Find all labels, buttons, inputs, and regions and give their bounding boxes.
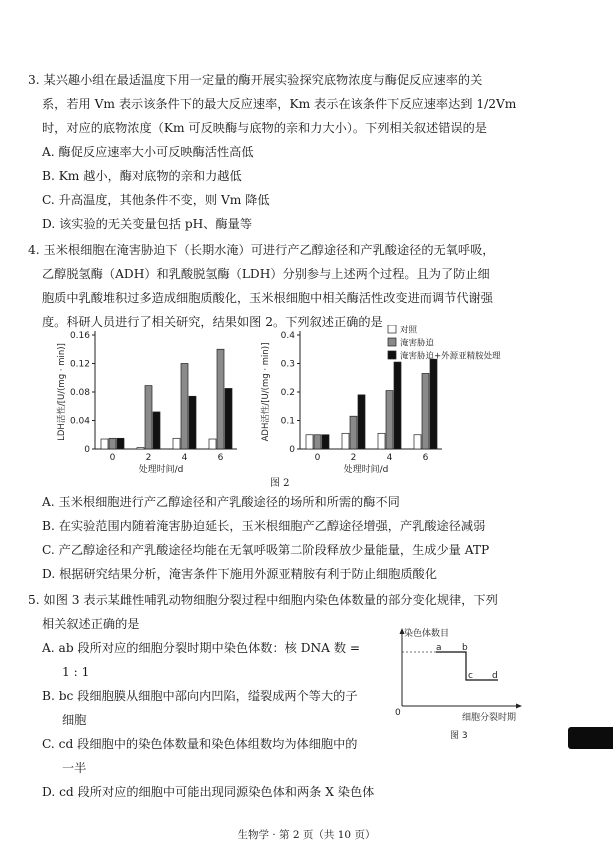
chart2-bar-2-series2: [350, 416, 357, 449]
legend-swatch-3: [388, 351, 396, 359]
chart2-bar-4-series1: [378, 433, 385, 449]
legend-label-2: 淹害胁迫: [400, 338, 435, 349]
chart2-ytick-label: 0.1: [280, 416, 295, 427]
q5-option-c: C. cd 段细胞中的染色体数量和染色体组数均为体细胞中的: [42, 737, 358, 751]
chart1-bar-4-series2: [181, 364, 188, 450]
q4-option-c: C. 产乙醇途径和产乳酸途径均能在无氧呼吸第二阶段释放少量能量，生成少量 ATP: [42, 543, 490, 557]
page-edge-tab: [568, 727, 613, 749]
fig3-y-label: 染色体数目: [404, 629, 450, 639]
chart2-ytick-label: 0: [289, 445, 295, 455]
chart1-xtick-label: 2: [145, 453, 152, 463]
fig3-x-label: 细胞分裂时期: [462, 713, 517, 723]
chart2-xtick-label: 6: [422, 453, 429, 463]
q3-stem-line-3: 时，对应的底物浓度（Km 可反映酶与底物的亲和力大小）。下列相关叙述错误的是: [42, 121, 487, 135]
chart1-bar-2-series3: [153, 412, 160, 449]
chart2-xtick-label: 2: [350, 453, 357, 463]
q3-stem-line-1: 3. 某兴趣小组在最适温度下用一定量的酶开展实验探究底物浓度与酶促反应速率的关: [28, 73, 483, 87]
q3-option-b: B. Km 越小，酶对底物的亲和力越低: [42, 169, 242, 183]
chart1-bar-4-series3: [189, 396, 196, 449]
q5-option-a: A. ab 段所对应的细胞分裂时期中染色体数：核 DNA 数 =: [42, 641, 361, 655]
chart1-ytick-label: 0.12: [69, 359, 90, 370]
fig3-curve: [436, 652, 498, 680]
q5-option-b-cont: 细胞: [62, 713, 87, 727]
chart1-bar-6-series2: [217, 349, 224, 449]
figure-2-caption: 图 2: [270, 478, 290, 489]
chart1-xtick-label: 4: [181, 453, 188, 463]
legend-swatch-1: [388, 325, 396, 333]
chart1-bar-0-series1: [101, 439, 108, 449]
chart1-x-label: 处理时间/d: [138, 465, 184, 475]
chart1-bar-6-series1: [209, 439, 216, 449]
legend-swatch-2: [388, 338, 396, 346]
fig3-point-d: d: [492, 671, 498, 681]
chart1-bar-6-series3: [225, 388, 232, 449]
chart1-bar-2-series2: [145, 386, 152, 449]
page-footer: 生物学 · 第 2 页（共 10 页）: [237, 829, 376, 841]
fig3-caption: 图 3: [450, 731, 468, 741]
chart1-bar-0-series3: [117, 438, 124, 449]
q5-stem-line-2: 相关叙述正确的是: [42, 617, 140, 631]
fig3-x-arrow: [516, 704, 522, 709]
chart1-bar-2-series1: [137, 448, 144, 449]
q4-stem-line-2: 乙醇脱氢酶（ADH）和乳酸脱氢酶（LDH）分别参与上述两个过程。且为了防止细: [42, 267, 490, 281]
chart1-bar-0-series2: [109, 438, 116, 449]
chart2-bar-2-series3: [358, 395, 365, 449]
chart2-bar-6-series1: [414, 435, 421, 449]
chart1-ytick-label: 0.16: [69, 331, 90, 341]
chart2-bar-4-series3: [394, 362, 401, 449]
chart2-bar-0-series2: [314, 435, 321, 449]
q4-stem-line-1: 4. 玉米根细胞在淹害胁迫下（长期水淹）可进行产乙醇途径和产乳酸途径的无氧呼吸，: [28, 243, 495, 257]
chart1-y-label: LDH活性/[U/(mg · min)]: [57, 343, 67, 441]
chart1-ytick-label: 0.08: [69, 388, 90, 398]
fig3-origin: 0: [395, 708, 401, 718]
q4-option-b: B. 在实验范围内随着淹害胁迫延长，玉米根细胞产乙醇途径增强，产乳酸途径减弱: [42, 519, 486, 533]
q4-option-d: D. 根据研究结果分析，淹害条件下施用外源亚精胺有利于防止细胞质酸化: [42, 567, 437, 581]
chart2-ytick-label: 0.3: [280, 359, 295, 370]
q4-option-a: A. 玉米根细胞进行产乙醇途径和产乳酸途径的场所和所需的酶不同: [42, 495, 400, 509]
chart2-bar-6-series2: [422, 373, 429, 449]
q3-option-a: A. 酶促反应速率大小可反映酶活性高低: [42, 145, 254, 159]
chart2-bar-2-series1: [342, 433, 349, 449]
legend-label-3: 淹害胁迫+外源亚精胺处理: [400, 351, 501, 362]
q4-stem-line-4: 度。科研人员进行了相关研究，结果如图 2。下列叙述正确的是: [42, 315, 383, 329]
q5-option-c-cont: 一半: [62, 761, 87, 775]
chart2-ytick-label: 0.2: [280, 388, 295, 398]
q5-option-b: B. bc 段细胞膜从细胞中部向内凹陷，缢裂成两个等大的子: [42, 689, 358, 703]
fig3-point-c: c: [468, 671, 473, 681]
chart2-y-label: ADH活性/[U/(mg · min)]: [261, 342, 271, 442]
q3-option-d: D. 该实验的无关变量包括 pH、酶量等: [42, 217, 253, 231]
chart2-xtick-label: 4: [386, 453, 393, 463]
chart2-x-label: 处理时间/d: [343, 465, 389, 475]
chart2-ytick-label: 0.4: [280, 331, 295, 341]
chart2-bar-0-series3: [322, 435, 329, 449]
figure-2-charts: [0, 325, 613, 490]
q3-stem-line-2: 系，若用 Vm 表示该条件下的最大反应速率，Km 表示在该条件下反应速率达到 1/2Vm: [42, 97, 517, 111]
chart1-ytick-label: 0.04: [69, 416, 90, 427]
chart2-bar-0-series1: [306, 435, 313, 449]
chart1-xtick-label: 6: [217, 453, 224, 463]
legend-label-1: 对照: [400, 325, 418, 336]
fig3-point-b: b: [462, 643, 468, 653]
chart2-xtick-label: 0: [314, 453, 321, 463]
q4-stem-line-3: 胞质中乳酸堆积过多造成细胞质酸化，玉米根细胞中相关酶活性改变进而调节代谢强: [42, 291, 493, 305]
q3-option-c: C. 升高温度，其他条件不变，则 Vm 降低: [42, 193, 270, 207]
chart2-bar-4-series2: [386, 391, 393, 449]
figure-3-chromosome-graph: [392, 624, 542, 744]
chart1-bar-4-series1: [173, 438, 180, 449]
chart1-ytick-label: 0: [84, 445, 90, 455]
chart2-bar-6-series3: [430, 359, 437, 449]
q5-stem-line-1: 5. 如图 3 表示某雌性哺乳动物细胞分裂过程中细胞内染色体数量的部分变化规律，下列: [28, 593, 498, 607]
q5-option-a-cont: 1 : 1: [62, 665, 90, 679]
fig3-point-a: a: [436, 643, 442, 653]
q5-option-d: D. cd 段所对应的细胞中可能出现同源染色体和两条 X 染色体: [42, 785, 375, 799]
chart1-xtick-label: 0: [109, 453, 116, 463]
